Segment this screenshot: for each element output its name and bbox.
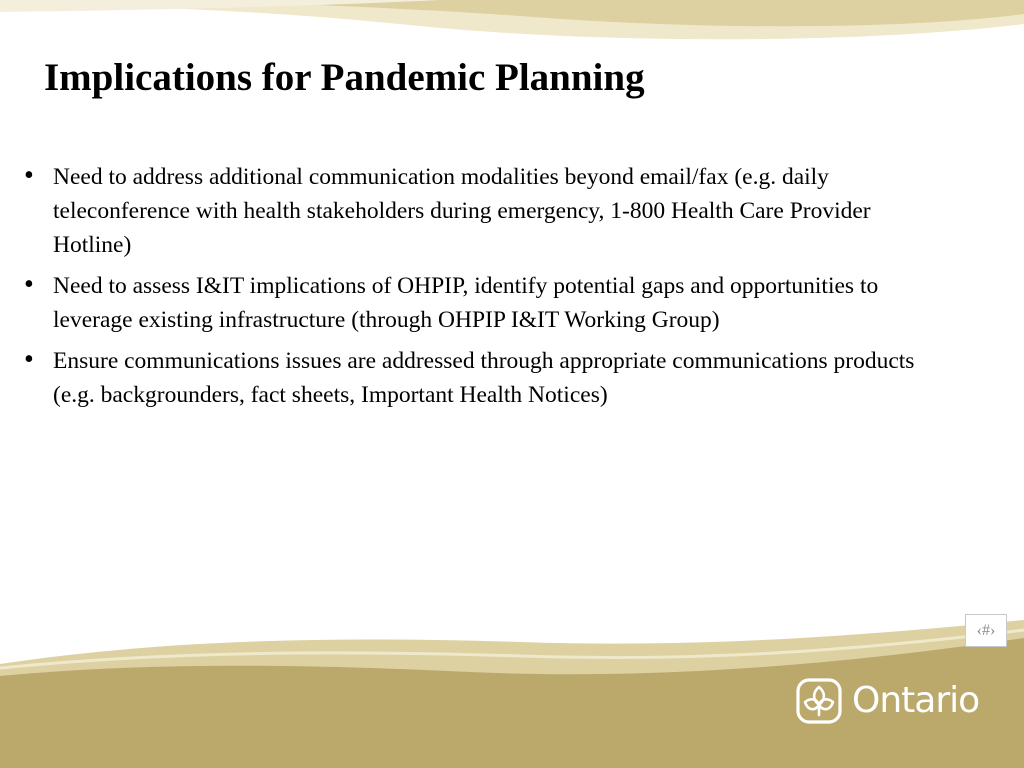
bullet-text: Ensure communications issues are addressed through appropriate communications products (e.g. backgrounders, fact sheets, Important Health Notices) xyxy=(53,348,915,408)
ontario-logo xyxy=(796,678,979,724)
bullet-text: Need to address additional communication modalities beyond email/fax (e.g. daily teleconference with health stakeholders during emergency, 1-800 Health Care Provider Hotline) xyxy=(53,164,871,258)
bullet-icon: • xyxy=(24,269,34,300)
slide-title: Implications for Pandemic Planning xyxy=(44,56,645,99)
bullet-list xyxy=(24,160,944,419)
bullet-text: Need to assess I&IT implications of OHPIP, identify potential gaps and opportunities to leverage existing infrastructure (through OHPIP I&IT Working Group) xyxy=(53,273,879,333)
logo-text: Ontario xyxy=(852,680,980,721)
bullet-icon: • xyxy=(24,160,34,191)
slide-number: ‹#› xyxy=(965,614,1007,647)
bullet-item xyxy=(24,160,944,262)
bullet-icon: • xyxy=(24,344,34,375)
bullet-item xyxy=(24,269,944,337)
ontario-trillium-icon xyxy=(796,678,842,724)
bullet-item xyxy=(24,344,944,412)
